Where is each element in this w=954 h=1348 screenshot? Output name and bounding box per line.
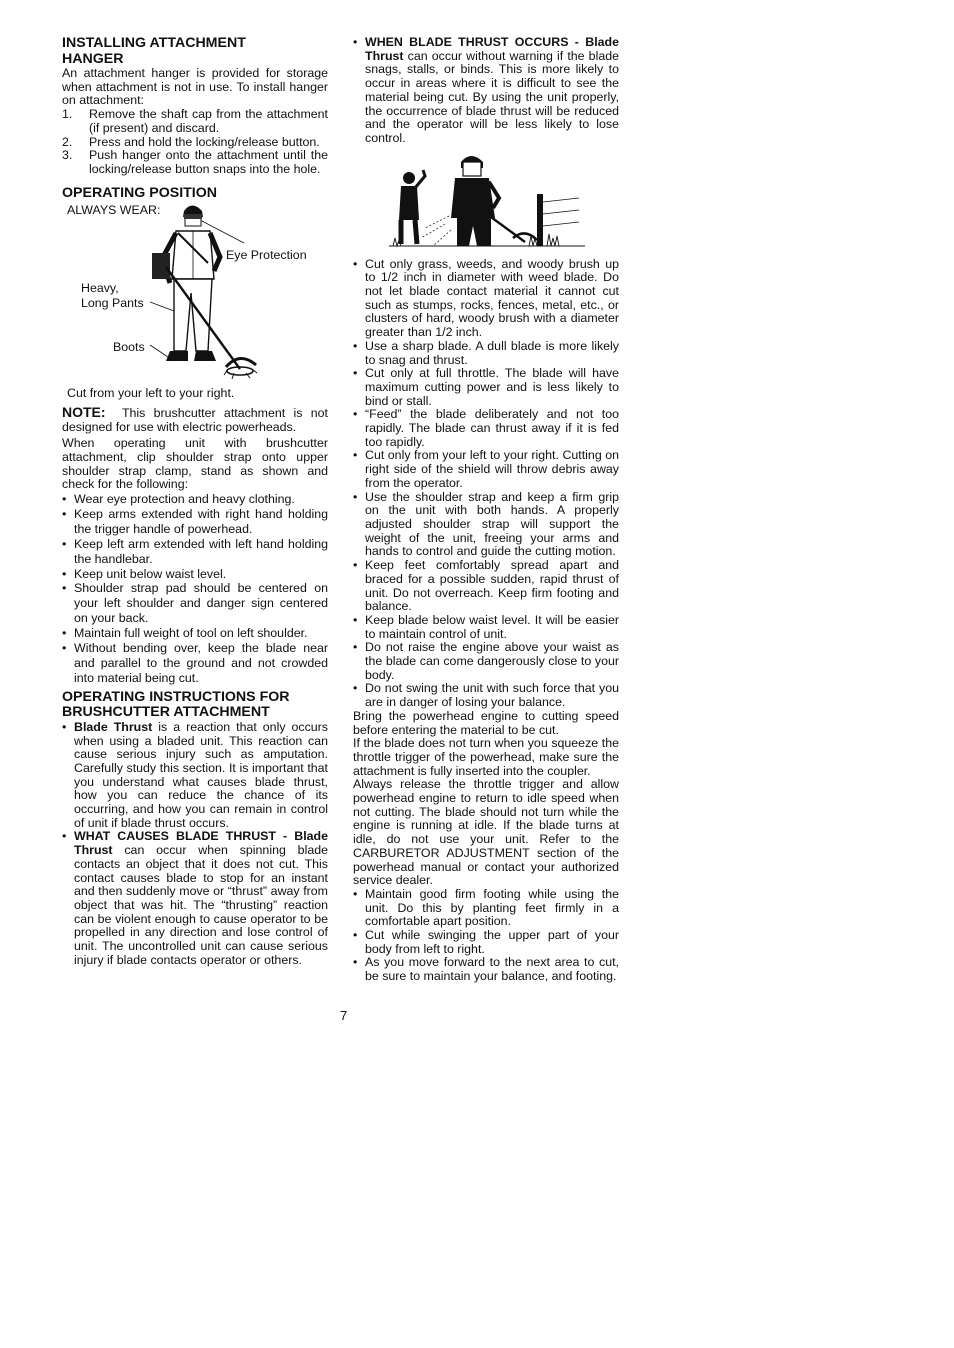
operator-legs (457, 218, 491, 246)
list-item: • As you move forward to the next area to cut, be sure to maintain your balance, and footing. (353, 956, 619, 983)
debris-lines (421, 216, 451, 246)
child-legs (401, 220, 417, 244)
goggles-shape (184, 214, 202, 219)
cutting-speed-paragraph: Bring the powerhead engine to cutting speed before entering the material to be cut. (353, 708, 619, 737)
list-item: • Keep unit below waist level. (62, 567, 328, 582)
fence-post (537, 194, 543, 246)
child-head (403, 172, 415, 184)
list-item: • Keep arms extended with right hand holding the trigger handle of powerhead. (62, 507, 328, 537)
list-item: • WHEN BLADE THRUST OCCURS - Blade Thrust can occur without warning if the blade snags, stalls, or binds. This is more likely to occur in areas where it is difficult to see the material being cut. By using the unit properly, the occurrence of blade thrust will be reduced and the operator will be less likely to lose control. (353, 36, 619, 146)
pants-label-2: Long Pants (81, 296, 144, 311)
list-item: • Keep blade below waist level. It will be easier to maintain control of unit. (353, 614, 619, 641)
footing-list (353, 888, 619, 984)
blade-thrust-list (62, 721, 328, 968)
right-boot (194, 351, 216, 361)
instructions-heading: OPERATING INSTRUCTIONS FOR BRUSHCUTTER ATTACHMENT (62, 688, 290, 721)
child-arm (415, 170, 425, 188)
list-item: • Keep left arm extended with left hand holding the handlebar. (62, 537, 328, 567)
pants-label-1: Heavy, (81, 281, 119, 296)
list-item: • Cut only from your left to your right. Cutting on right side of the shield will throw debris away from the operator. (353, 449, 619, 490)
note-label: NOTE: (62, 403, 106, 420)
hanger-heading: INSTALLING ATTACHMENT HANGER (62, 35, 246, 67)
fence-wire (543, 198, 579, 226)
list-item: • Without bending over, keep the blade near and parallel to the ground and not crowded into material being cut. (62, 641, 328, 686)
operator-blade-guard (513, 233, 537, 240)
pants-shape (174, 279, 212, 351)
list-item: • Use a sharp blade. A dull blade is more likely to snag and thrust. (353, 340, 619, 367)
list-item: • Do not raise the engine above your waist as the blade can come dangerously close to your body. (353, 641, 619, 682)
bystander-figure (353, 146, 619, 258)
always-wear-label: ALWAYS WEAR: (67, 203, 161, 218)
right-column (353, 36, 619, 984)
eye-protection-label: Eye Protection (226, 248, 307, 263)
blade-guard (226, 359, 256, 368)
bystander-illustration (353, 146, 619, 258)
list-item: • Do not swing the unit with such force that you are in danger of losing your balance. (353, 682, 619, 709)
list-item: • Cut while swinging the upper part of your body from left to right. (353, 929, 619, 956)
hanger-step: 1. Remove the shaft cap from the attachment (if present) and discard. (62, 107, 328, 135)
engine-shape (152, 253, 170, 279)
list-item: • Cut only at full throttle. The blade will have maximum cutting power and is less likely to bind or stall. (353, 367, 619, 408)
figure-caption: Cut from your left to your right. (67, 386, 235, 401)
position-checklist (62, 492, 328, 686)
hanger-step: 2. Press and hold the locking/release button. (62, 134, 320, 149)
left-boot (166, 351, 188, 361)
operator-face (463, 162, 481, 176)
blade-not-turning-paragraph: If the blade does not turn when you squeeze the throttle trigger of the powerhead, make sure the attachment is fully inserted into the coupler. (353, 736, 619, 778)
hanger-steps (62, 108, 328, 177)
page-number: 7 (340, 1008, 348, 1023)
left-column (62, 36, 328, 967)
pants-leader-line (150, 302, 174, 311)
list-item: • Maintain full weight of tool on left shoulder. (62, 626, 328, 641)
list-item: • Use the shoulder strap and keep a firm grip on the unit with both hands. A properly adjusted shoulder strap will support the weight of the unit, freeing your arms and hands to control and guide the cutting motion. (353, 491, 619, 560)
list-item: • Blade Thrust is a reaction that only occurs when using a bladed unit. This reaction can cause serious injury such as amputation. Carefully study this section. It is important that you understand what causes blade thrust, how you can reduce the chance of its occurring, and how you can remain in control of unit if blade thrust occurs. (62, 721, 328, 831)
cutting-rules-list (353, 258, 619, 710)
list-item: • Cut only grass, weeds, and woody brush up to 1/2 inch in diameter with weed blade. Do not let blade contact material it cannot cut such as stumps, rocks, fences, metal, etc., or clusters of hard, woody brush with a diameter greater than 1/2 inch. (353, 258, 619, 340)
list-item: • Maintain good firm footing while using the unit. Do this by planting feet firmly in a comfortable apart position. (353, 888, 619, 929)
hanger-intro: An attachment hanger is provided for storage when attachment is not in use. To install hanger on attachment: (62, 66, 328, 108)
note-paragraph: NOTE: This brushcutter attachment is not designed for use with electric powerheads. (62, 403, 328, 434)
list-item: • Shoulder strap pad should be centered on your left shoulder and danger sign centered on your back. (62, 581, 328, 626)
thrust-occurs-list (353, 36, 619, 146)
list-item: • WHAT CAUSES BLADE THRUST - Blade Thrust can occur when spinning blade contacts an object that it does not cut. This contact causes blade to stop for an instant and then suddenly move or “thrust” away from object that was hit. The “thrusting” reaction can be violent enough to cause operator to be propelled in any direction and lose control of unit. The uncontrolled unit can cause serious injury if blade contacts operator or others. (62, 830, 328, 967)
boots-label: Boots (113, 340, 145, 355)
list-item: • Wear eye protection and heavy clothing. (62, 492, 328, 507)
list-item: • “Feed” the blade deliberately and not too rapidly. The blade can thrust away if it is fed too rapidly. (353, 408, 619, 449)
operating-position-figure (62, 201, 328, 387)
list-item: • Keep feet comfortably spread apart and braced for a possible sudden, rapid thrust of unit. Do not overreach. Keep firm footing and balance. (353, 559, 619, 614)
strap-paragraph: When operating unit with brushcutter attachment, clip shoulder strap onto upper shoulder strap clamp, stand as shown and check for the following: (62, 436, 328, 492)
operating-position-heading: OPERATING POSITION (62, 184, 218, 201)
idle-paragraph: Always release the throttle trigger and allow powerhead engine to return to idle speed when not cutting. The blade should not turn while the engine is running at idle. If the blade turns at idle, do not use your unit. Refer to the CARBURETOR ADJUSTMENT section of the powerhead manual or contact your authorized service dealer. (353, 777, 619, 888)
child-body (399, 186, 419, 220)
hanger-step: 3. Push hanger onto the attachment until the locking/release button snaps into the hole. (62, 148, 328, 176)
